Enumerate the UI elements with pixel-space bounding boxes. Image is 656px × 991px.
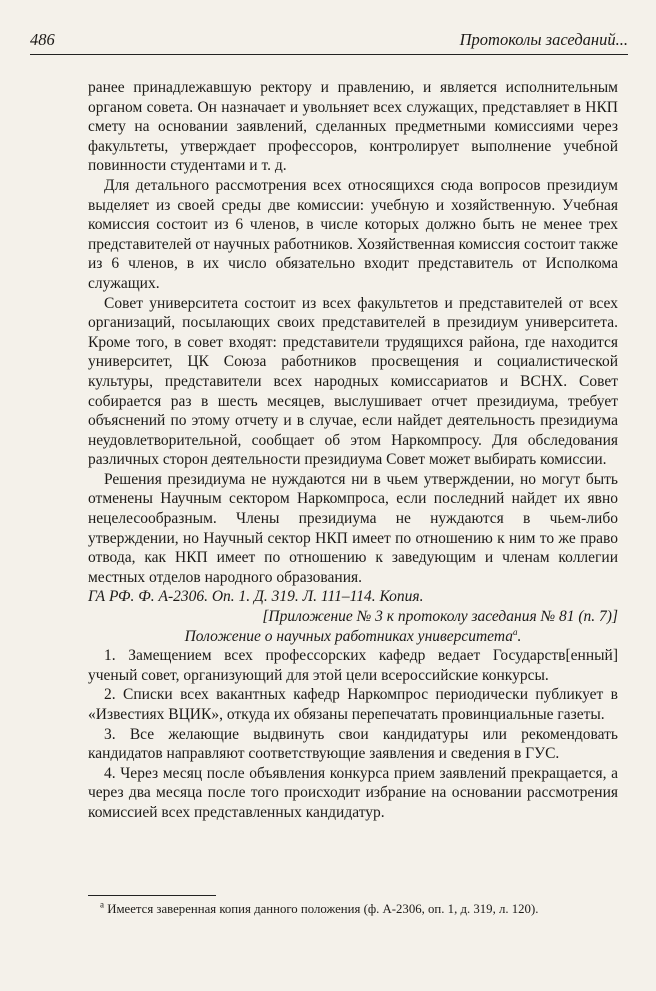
footnote [88, 901, 618, 917]
footnote-mark: а [100, 899, 104, 910]
document-title [88, 627, 618, 647]
list-item: 4. Через месяц после объявления конкурса прием заявлений прекращается, а через два месяца после того происходит избрание на основании рассмотрения комиссией всех представленных кандидатур. [88, 764, 618, 821]
body-text [88, 78, 618, 823]
document-title-text: Положение о научных работниках университета [184, 627, 513, 645]
list-item: 3. Все желающие выдвинуть свои кандидатуры или рекомендовать кандидатов направляют соответствующие заявления и сведения в ГУС. [88, 725, 618, 763]
footnote-text: Имеется заверенная копия данного положения (ф. А-2306, оп. 1, д. 319, л. 120). [104, 902, 539, 916]
archive-source: ГА РФ. Ф. А-2306. Оп. 1. Д. 319. Л. 111–114. Копия. [88, 588, 424, 606]
running-title: Протоколы заседаний... [459, 30, 628, 49]
footnote-divider [88, 895, 216, 896]
list-item: 1. Замещением всех профессорских кафедр ведает Государств[енный] ученый совет, организующий для этой цели всероссийские конкурсы. [88, 647, 618, 684]
paragraph: Решения президиума не нуждаются ни в чьем утверждении, но могут быть отменены Научным сектором Наркомпроса, если последний найдет их явно нецелесообразным. Члены президиума не нуждаются в чьем-либо утверждении, но Научный сектор НКП имеет по отношению к ним то же право отвода, как НКП имеет по отношению к заведующим и членам коллегии местных отделов народного образования. [88, 470, 618, 586]
paragraph: ранее принадлежавшую ректору и правлению, и является исполнительным органом совета. Он назначает и увольняет всех служащих, представляет в НКП смету на основании заявлений, сделанных предметными комиссиями через факультеты, утверждает профессоров, контролирует выполнение учебной повинности студентами и т. д. [88, 79, 618, 175]
appendix-heading: [Приложение № 3 к протоколу заседания № 81 (п. 7)] [262, 608, 618, 626]
list-item: 2. Списки всех вакантных кафедр Наркомпрос периодически публикует в «Известиях ВЦИК», откуда их обязаны перепечатать провинциальные газеты. [88, 686, 618, 723]
page-header [30, 28, 628, 55]
paragraph: Для детального рассмотрения всех относящихся сюда вопросов президиум выделяет из своей среды две комиссии: учебную и хозяйственную. Учебная комиссия состоит из 6 членов, в числе которых должно быть не менее трех представителей от научных работников. Хозяйственная комиссия состоит также из 6 членов, в их число обязательно входит представитель от Исполкома служащих. [88, 176, 618, 292]
document-title-end: . [517, 627, 522, 645]
page-number: 486 [30, 30, 55, 49]
footnote-ref: а [513, 626, 518, 637]
paragraph: Совет университета состоит из всех факультетов и представителей от всех организаций, посылающих своих представителей в президиум университета. Кроме того, в совет входят: представители трудящихся района, где находится университет, ЦК Союза работников просвещения и социалистической культуры, представители всех народных комиссариатов и ВСНХ. Совет собирается раз в шесть месяцев, выслушивает отчет президиума, требует объяснений по этому отчету и в случае, если найдет деятельность президиума неудовлетворительной, сообщает об этом Наркомпросу. Для обследования различных сторон деятельности президиума Совет может выбирать комиссии. [88, 294, 618, 469]
